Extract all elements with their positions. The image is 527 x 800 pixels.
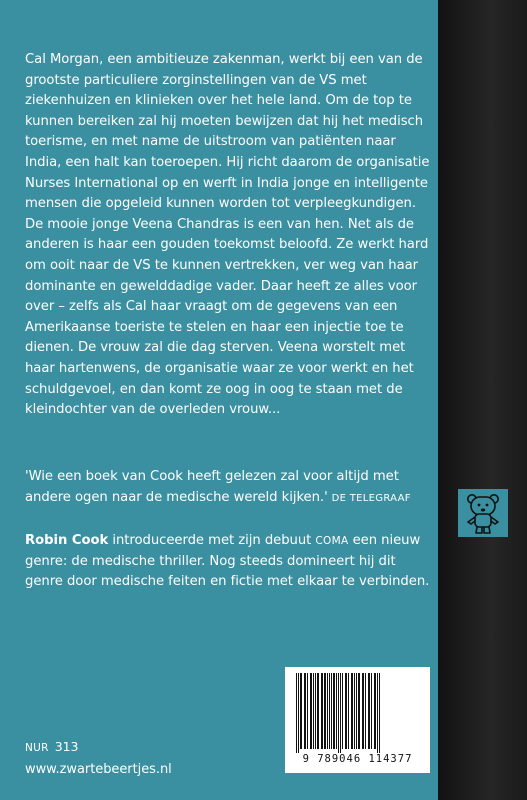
barcode-bar	[351, 673, 353, 749]
author-name: Robin Cook	[25, 533, 109, 548]
spine-shadow	[438, 0, 527, 800]
barcode-bar	[324, 673, 326, 749]
blurb-text: Cal Morgan, een ambitieuze zakenman, werkt bij een van de grootste particuliere zorginstellingen van de VS met ziekenhuizen en klinieken over het hele land. Om de top te kunnen bereiken zal hij moeten bewijzen dat hij het medisch toerisme, en met name de uitstroom van patiënten naar India, een halt kan toeroepen. Hij richt daarom de organisatie Nurses International op en werft in India jonge en intelligente mensen die opgeleid kunnen worden tot verpleegkundigen. De mooie jonge Veena Chandras is een van hen. Net als de anderen is haar een gouden toekomst beloofd. Ze werkt hard om ooit naar de VS te kunnen vertrekken, ver weg van haar dominante en gewelddadige vader. Daar heeft ze alles voor over – zelfs als Cal haar vraagt om de gegevens van een Amerikaanse toeriste te stelen en haar een injectie toe te dienen. De vrouw zal die dag sterven. Veena worstelt met haar hartenwens, de organisatie waar ze voor werkt en het schuldgevoel, en dan komt ze oog in oog te staan met de kleindochter van de overleden vrouw...	[25, 52, 430, 418]
barcode-bar	[327, 673, 328, 749]
quote-source: DE TELEGRAAF	[331, 492, 411, 504]
barcode-bar	[300, 673, 302, 749]
author-bio	[25, 531, 430, 593]
barcode-bar	[296, 673, 297, 753]
bear-icon	[458, 489, 508, 537]
barcode-bars	[293, 673, 422, 753]
nur-code	[25, 737, 78, 759]
nur-label: NUR	[25, 742, 49, 754]
barcode-bar	[368, 673, 370, 749]
barcode-bar	[379, 673, 380, 753]
barcode-bar	[354, 673, 355, 749]
barcode-bar	[348, 673, 349, 749]
barcode-bar	[336, 673, 337, 749]
barcode-bar	[371, 673, 372, 749]
barcode-bar	[356, 673, 357, 749]
barcode-bar	[338, 673, 339, 753]
publisher-website: www.zwartebeertjes.nl	[25, 762, 172, 777]
barcode-bar	[310, 673, 312, 749]
barcode-bar	[365, 673, 366, 749]
quote-text: 'Wie een boek van Cook heeft gelezen zal voor altijd met andere ogen naar de medische wereld kijken.'	[25, 469, 399, 505]
barcode-bar	[329, 673, 330, 749]
debut-title: COMA	[315, 535, 349, 547]
barcode-bar	[340, 673, 341, 753]
barcode-bar	[315, 673, 316, 749]
barcode-bar	[304, 673, 306, 749]
barcode-bar	[345, 673, 347, 749]
bio-part-2: een nieuw genre: de medische thriller. Nog steeds domineert hij dit genre door medische feiten en fictie met elkaar te verbinden.	[25, 533, 430, 590]
barcode-bar	[374, 673, 376, 749]
review-quote	[25, 467, 430, 509]
barcode-bar	[342, 673, 343, 749]
barcode-bar	[358, 673, 360, 749]
publisher-logo	[458, 489, 508, 537]
barcode-bar	[331, 673, 332, 749]
barcode-digits: 9 789046 114377	[302, 753, 413, 765]
barcode-bar	[321, 673, 323, 749]
barcode-bar	[333, 673, 335, 749]
barcode-bar	[298, 673, 299, 753]
bio-part-1: introduceerde met zijn debuut	[108, 533, 316, 548]
barcode-bar	[362, 673, 364, 749]
barcode-bar	[313, 673, 314, 749]
barcode-bar	[377, 673, 378, 753]
barcode-bar	[307, 673, 308, 749]
barcode-bar	[317, 673, 319, 749]
nur-value: 313	[54, 739, 79, 754]
isbn-barcode	[285, 667, 430, 773]
